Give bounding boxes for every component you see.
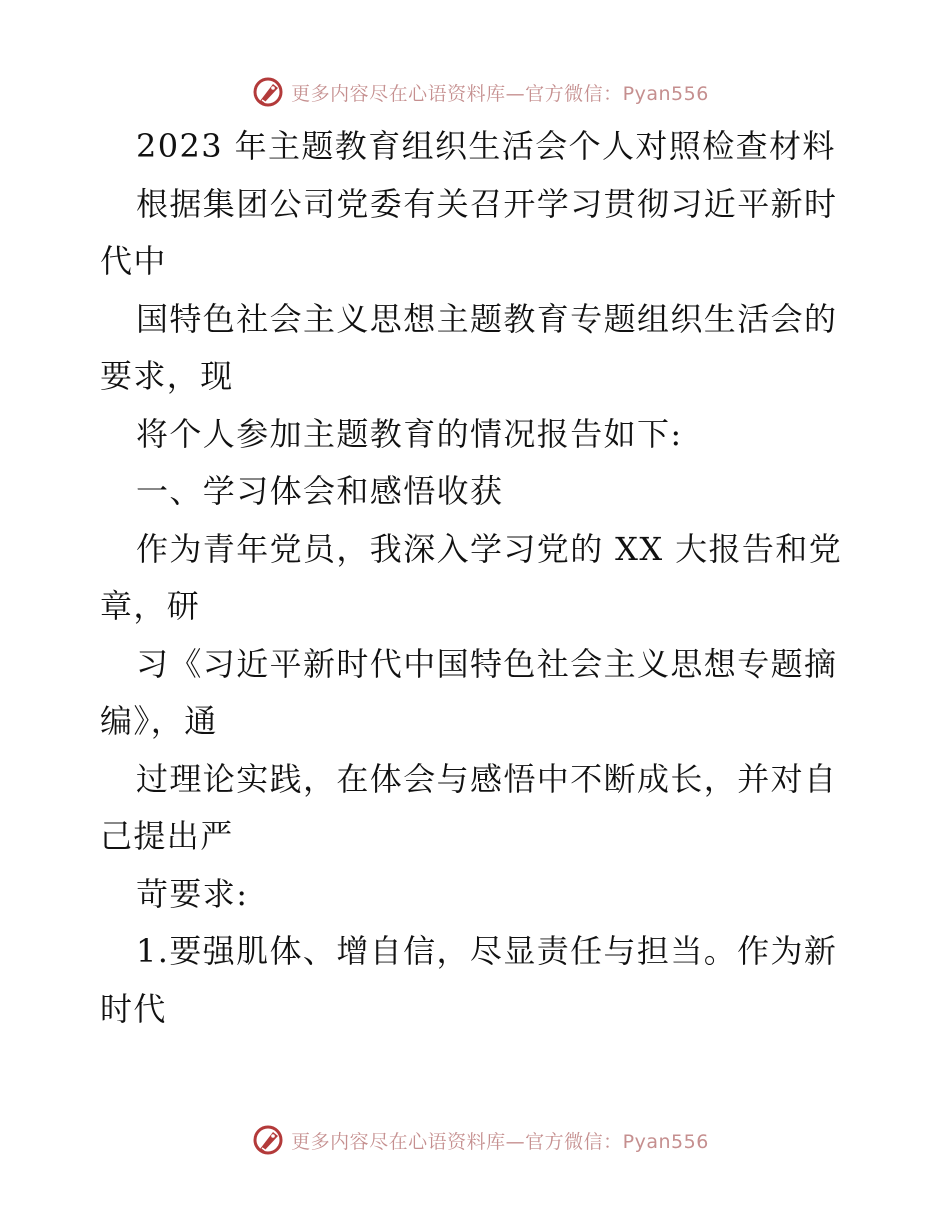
text-line: 过理论实践，在体会与感悟中不断成长，并对自 [136,759,838,798]
document-body [100,118,860,1038]
text-line: 时代 [100,989,167,1028]
header-watermark [0,72,950,112]
text-line: 作为青年党员，我深入学习党的 XX 大报告和党 [136,529,843,568]
text-line: 编》，通 [100,702,218,740]
header-watermark-inner [251,75,709,109]
list-item: 1.要强肌体、增自信，尽显责任与担当。作为新 [136,932,838,970]
text-line: 要求，现 [100,357,234,395]
text-line: 苛要求: [136,874,249,913]
header-watermark-text: 更多内容尽在心语资料库—官方微信：Pyan556 [291,82,709,105]
pen-nib-circle-icon [251,1123,285,1157]
footer-watermark-text: 更多内容尽在心语资料库—官方微信：Pyan556 [291,1130,709,1153]
footer-watermark [0,1120,950,1160]
text-line: 国特色社会主义思想主题教育专题组织生活会的 [136,299,838,338]
text-line: 习《习近平新时代中国特色社会主义思想专题摘 [136,644,838,683]
text-line: 代中 [100,242,167,280]
text-line: 根据集团公司党委有关召开学习贯彻习近平新时 [136,184,838,223]
pen-nib-circle-icon [251,75,285,109]
text-line: 己提出严 [100,817,234,855]
text-line: 章，研 [100,587,201,625]
section-heading: 一、学习体会和感悟收获 [136,472,504,510]
document-title: 2023 年主题教育组织生活会个人对照检查材料 [136,127,836,165]
footer-watermark-inner [251,1123,709,1157]
text-line: 将个人参加主题教育的情况报告如下: [136,414,683,453]
